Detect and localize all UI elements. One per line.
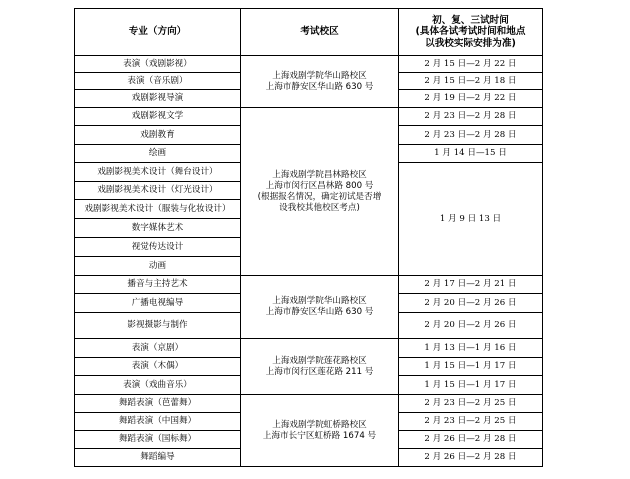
date-cell: 2 月 26 日—2 月 28 日	[399, 449, 543, 467]
campus-cell-changlin	[241, 108, 399, 276]
exam-schedule-table	[74, 8, 543, 467]
major-cell: 表演（音乐剧）	[75, 73, 241, 90]
campus-note: (根据报名情况，确定初试是否增	[257, 191, 382, 202]
table-row	[75, 108, 543, 126]
campus-address: 上海市静安区华山路 630 号	[265, 307, 374, 317]
header-major: 专业（方向）	[75, 9, 241, 56]
campus-name: 上海戏剧学院华山路校区	[272, 296, 367, 306]
major-cell: 戏剧影视导演	[75, 90, 241, 108]
major-cell: 舞蹈编导	[75, 449, 241, 467]
table-row	[75, 56, 543, 73]
campus-address: 上海市静安区华山路 630 号	[265, 81, 374, 92]
table-row	[75, 395, 543, 413]
date-cell: 1 月 15 日—1 月 17 日	[399, 376, 543, 395]
major-cell: 戏剧影视美术设计（服装与化妆设计）	[75, 200, 241, 219]
date-cell: 2 月 15 日—2 月 22 日	[399, 56, 543, 73]
header-time-line1: 初、复、三试时间	[432, 14, 509, 26]
major-cell: 表演（戏曲音乐）	[75, 376, 241, 395]
campus-cell-lianhua	[241, 339, 399, 395]
campus-cell-huashan-2	[241, 276, 399, 339]
date-cell: 2 月 23 日—2 月 25 日	[399, 413, 543, 431]
major-cell: 视觉传达设计	[75, 238, 241, 257]
date-cell: 2 月 20 日—2 月 26 日	[399, 294, 543, 313]
campus-note: 设我校其他校区考点)	[279, 202, 360, 213]
date-cell: 2 月 23 日—2 月 28 日	[399, 126, 543, 145]
major-cell: 表演（戏剧影视）	[75, 56, 241, 73]
major-cell: 舞蹈表演（芭蕾舞）	[75, 395, 241, 413]
major-cell: 戏剧教育	[75, 126, 241, 145]
table-row	[75, 276, 543, 294]
header-campus: 考试校区	[241, 9, 399, 56]
date-cell: 2 月 19 日—2 月 22 日	[399, 90, 543, 108]
campus-cell-huashan	[241, 56, 399, 108]
date-cell: 1 月 13 日—1 月 16 日	[399, 339, 543, 358]
date-cell: 2 月 15 日—2 月 18 日	[399, 73, 543, 90]
header-time	[399, 9, 543, 56]
campus-name: 上海戏剧学院莲花路校区	[272, 355, 367, 366]
major-cell: 戏剧影视美术设计（灯光设计）	[75, 182, 241, 200]
major-cell: 影视摄影与制作	[75, 313, 241, 339]
campus-name: 上海戏剧学院华山路校区	[272, 70, 367, 81]
date-cell: 2 月 26 日—2 月 28 日	[399, 431, 543, 449]
major-cell: 绘画	[75, 145, 241, 163]
table-header-row	[75, 9, 543, 56]
major-cell: 广播电视编导	[75, 294, 241, 313]
major-cell: 播音与主持艺术	[75, 276, 241, 294]
campus-address: 上海市闵行区莲花路 211 号	[265, 366, 374, 377]
major-cell: 表演（京剧）	[75, 339, 241, 358]
date-cell: 2 月 17 日—2 月 21 日	[399, 276, 543, 294]
header-time-line2: (具体各试考试时间和地点	[415, 26, 526, 38]
date-cell-merged: 1 月 9 日 13 日	[399, 163, 543, 276]
date-cell: 1 月 15 日—1 月 17 日	[399, 358, 543, 376]
major-cell: 戏剧影视美术设计（舞台设计）	[75, 163, 241, 182]
campus-name: 上海戏剧学院昌林路校区	[272, 169, 367, 180]
campus-address: 上海市闵行区昌林路 800 号	[265, 180, 374, 191]
date-cell: 2 月 23 日—2 月 28 日	[399, 108, 543, 126]
campus-cell-hongqiao	[241, 395, 399, 467]
major-cell: 舞蹈表演（中国舞）	[75, 413, 241, 431]
header-time-line3: 以我校实际安排为准)	[425, 37, 516, 49]
major-cell: 数字媒体艺术	[75, 219, 241, 238]
major-cell: 表演（木偶）	[75, 358, 241, 376]
table-row	[75, 339, 543, 358]
campus-name: 上海戏剧学院虹桥路校区	[272, 419, 367, 430]
campus-address: 上海市长宁区虹桥路 1674 号	[262, 430, 377, 441]
date-cell: 2 月 20 日—2 月 26 日	[399, 313, 543, 339]
major-cell: 舞蹈表演（国标舞）	[75, 431, 241, 449]
date-cell: 2 月 23 日—2 月 25 日	[399, 395, 543, 413]
major-cell: 戏剧影视文学	[75, 108, 241, 126]
date-cell: 1 月 14 日—15 日	[399, 145, 543, 163]
major-cell: 动画	[75, 257, 241, 276]
